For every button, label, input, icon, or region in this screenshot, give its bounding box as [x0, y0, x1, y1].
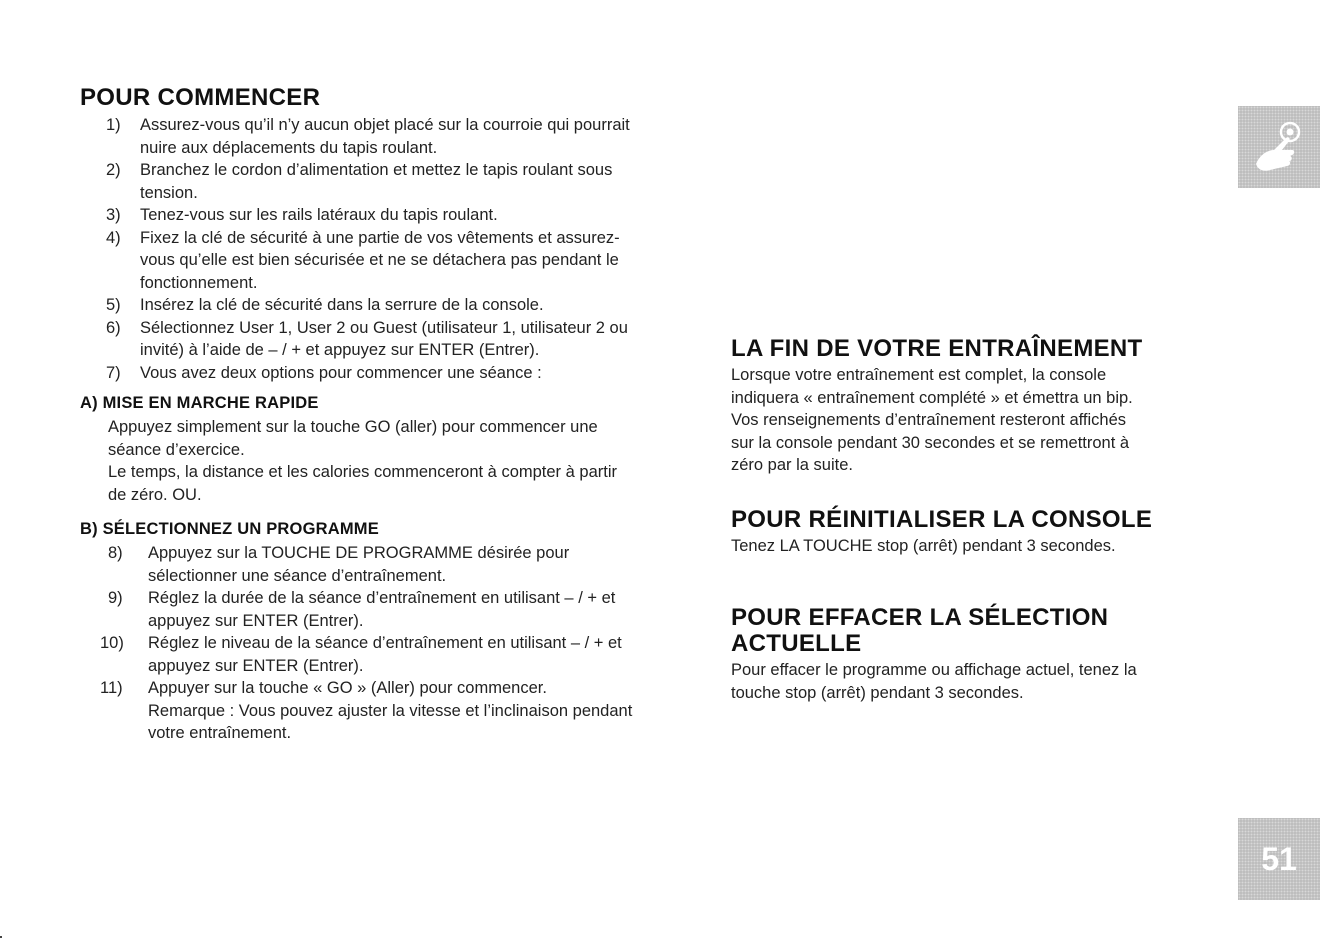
- section-title-reinitialiser: POUR RÉINITIALISER LA CONSOLE: [731, 505, 1153, 533]
- program-steps-list: [80, 542, 680, 745]
- step-item: 10) Réglez le niveau de la séance d’entraînement en utilisant – / + et appuyez sur ENTER (Entrer).: [100, 634, 622, 675]
- step-item: 3) Tenez-vous sur les rails latéraux du tapis roulant.: [106, 206, 498, 224]
- step-item: 7) Vous avez deux options pour commencer une séance :: [106, 363, 542, 382]
- step-item: 6) Sélectionnez User 1, User 2 ou Guest (utilisateur 1, utilisateur 2 ou invité) à l’aide de – / + et appuyez sur ENTER (Entrer).: [106, 318, 628, 359]
- hand-touch-icon: [1246, 114, 1312, 180]
- step-item: 4) Fixez la clé de sécurité à une partie de vos vêtements et assurez- vous qu’elle est bien sécurisée et ne se détachera pas pendant le fonctionnement.: [106, 228, 620, 292]
- section-effacer-text: Pour effacer le programme ou affichage actuel, tenez la touche stop (arrêt) pendant 3 secondes.: [731, 661, 1137, 702]
- section-title-pour-commencer: POUR COMMENCER: [80, 84, 321, 111]
- step-item: 1) Assurez-vous qu’il n’y aucun objet placé sur la courroie qui pourrait nuire aux déplacements du tapis roulant.: [106, 116, 630, 157]
- right-column: [731, 336, 1181, 704]
- steps-list: [80, 114, 680, 384]
- section-reinitialiser-text: Tenez LA TOUCHE stop (arrêt) pendant 3 secondes.: [731, 536, 1116, 555]
- step-item: 11) Appuyer sur la touche « GO » (Aller) pour commencer. Remarque : Vous pouvez ajuster la vitesse et l’inclinaison pendant votre entraînement.: [100, 679, 633, 742]
- section-title-effacer: POUR EFFACER LA SÉLECTION ACTUELLE: [731, 604, 1109, 657]
- step-item: 2) Branchez le cordon d’alimentation et mettez le tapis roulant sous tension.: [106, 161, 613, 202]
- page-number: 51: [1261, 840, 1297, 877]
- section-effacer: [731, 605, 1181, 704]
- section-fin-text: Lorsque votre entraînement est complet, la console indiquera « entraînement complété » et émettra un bip. Vos renseignements d’entraînement resteront affichés sur la console pendant 30 secondes et se remettront à zéro par la suite.: [731, 366, 1133, 474]
- subsection-title-mise-en-marche: A) MISE EN MARCHE RAPIDE: [80, 394, 319, 412]
- step-item: 9) Réglez la durée de la séance d’entraînement en utilisant – / + et appuyez sur ENTER (Entrer).: [108, 589, 616, 630]
- section-fin-entrainement: [731, 336, 1181, 477]
- section-title-fin: LA FIN DE VOTRE ENTRAÎNEMENT: [731, 335, 1143, 362]
- hand-touch-icon-box: [1238, 106, 1320, 188]
- section-reinitialiser: [731, 507, 1181, 558]
- subsection-title-selectionnez: B) SÉLECTIONNEZ UN PROGRAMME: [80, 520, 379, 538]
- page-mark: [0, 936, 2, 938]
- page-number-box: [1238, 818, 1320, 900]
- subsection-a-text: Appuyez simplement sur la touche GO (aller) pour commencer une séance d’exercice. Le temps, la distance et les calories commenceront à compter à partir de zéro. OU.: [108, 418, 617, 504]
- step-item: 5) Insérez la clé de sécurité dans la serrure de la console.: [106, 296, 544, 314]
- step-item: 8) Appuyez sur la TOUCHE DE PROGRAMME désirée pour sélectionner une séance d’entraînement.: [108, 544, 570, 585]
- left-column: [80, 84, 680, 745]
